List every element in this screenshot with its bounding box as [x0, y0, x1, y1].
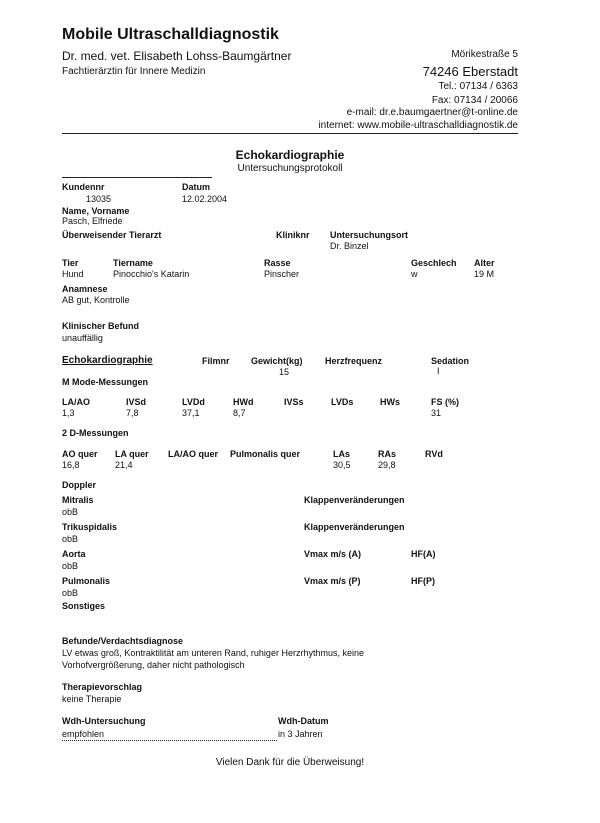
sonstiges-label: Sonstiges — [62, 601, 106, 611]
twod-header-la-quer: LA quer — [115, 449, 149, 459]
mmode-header-ivss: IVSs — [284, 397, 304, 407]
mmode-header-la-ao: LA/AO — [62, 397, 90, 407]
twod-header-pulmonalis-quer: Pulmonalis quer — [230, 449, 301, 459]
aorta-vmax-label: Vmax m/s (A) — [304, 549, 362, 559]
city: 74246 Eberstadt — [422, 64, 518, 79]
pulmonalis-value: obB — [62, 588, 79, 598]
anamnese-value: AB gut, Kontrolle — [62, 295, 130, 305]
datum-value: 12.02.2004 — [182, 194, 228, 204]
kundennr-value: 13035 — [86, 194, 112, 204]
pulmonalis-hf-label: HF(P) — [411, 576, 435, 586]
specialty: Fachtierärztin für Innere Medizin — [62, 66, 206, 77]
website-link[interactable]: internet: www.mobile-ultraschalldiagnostik.de — [318, 120, 518, 131]
trikuspidalis-value: obB — [62, 534, 79, 544]
twod-label: 2 D-Messungen — [62, 428, 129, 438]
mmode-header-lvdd: LVDd — [182, 397, 205, 407]
tiername-value: Pinocchio's Katarin — [113, 269, 190, 279]
twod-value-ao-quer: 16,8 — [62, 460, 80, 470]
twod-header-rvd: RVd — [425, 449, 443, 459]
twod-header-ras: RAs — [378, 449, 397, 459]
practice-title: Mobile Ultraschalldiagnostik — [62, 26, 279, 43]
therapie-label: Therapievorschlag — [62, 682, 143, 692]
wdh-datum-value: in 3 Jahren — [278, 729, 323, 739]
filmnr-label: Filmnr — [202, 356, 230, 366]
mmode-value-ivsd: 7,8 — [126, 408, 139, 418]
mmode-header-hwd: HWd — [233, 397, 254, 407]
document-title: Echokardiographie — [235, 148, 345, 162]
mitralis-value: obB — [62, 507, 79, 517]
diagnose-line-1: LV etwas groß, Kontraktilität am unteren Rand, ruhiger Herzrhythmus, keine — [62, 648, 364, 658]
mmode-header-hws: HWs — [380, 397, 400, 407]
twod-header-ao-quer: AO quer — [62, 449, 98, 459]
twod-value-ras: 29,8 — [378, 460, 396, 470]
sedation-label: Sedation — [431, 356, 470, 366]
rasse-value: Pinscher — [264, 269, 300, 279]
name-value: Pasch, Elfriede — [62, 216, 123, 226]
trikuspidalis-klappen-label: Klappenveränderungen — [304, 522, 405, 532]
herzfrequenz-label: Herzfrequenz — [325, 356, 383, 366]
doppler-label: Doppler — [62, 480, 97, 490]
diagnose-line-2: Vorhofvergrößerung, daher nicht pathologisch — [62, 660, 245, 670]
tiername-label: Tiername — [113, 258, 153, 268]
wdh-rule — [62, 740, 277, 741]
mmode-value-lvdd: 37,1 — [182, 408, 200, 418]
pulmonalis-label: Pulmonalis — [62, 576, 111, 586]
geschlecht-label: Geschlech — [411, 258, 457, 268]
mmode-value-la-ao: 1,3 — [62, 408, 75, 418]
mmode-header-lvds: LVDs — [331, 397, 354, 407]
name-label: Name, Vorname — [62, 206, 130, 216]
twod-header-la-ao-quer: LA/AO quer — [168, 449, 219, 459]
mmode-header-ivsd: IVSd — [126, 397, 147, 407]
untersuchungsort-label: Untersuchungsort — [330, 230, 409, 240]
aorta-hf-label: HF(A) — [411, 549, 436, 559]
tierarzt-label: Überweisender Tierarzt — [62, 230, 162, 240]
gewicht-value: 15 — [279, 367, 290, 377]
mmode-label: M Mode-Messungen — [62, 377, 149, 387]
geschlecht-value: w — [411, 269, 418, 279]
therapie-value: keine Therapie — [62, 694, 122, 704]
pulmonalis-vmax-label: Vmax m/s (P) — [304, 576, 361, 586]
twod-value-la-quer: 21,4 — [115, 460, 133, 470]
befund-label: Klinischer Befund — [62, 321, 140, 331]
alter-value: 19 M — [474, 269, 495, 279]
mitralis-klappen-label: Klappenveränderungen — [304, 495, 405, 505]
doctor-name: Dr. med. vet. Elisabeth Lohss-Baumgärtner — [62, 49, 292, 63]
wdh-value: empfohlen — [62, 729, 105, 739]
title-rule — [62, 177, 212, 178]
footer-thanks: Vielen Dank für die Überweisung! — [215, 757, 365, 768]
mmode-value-fs: 31 — [431, 408, 442, 418]
kundennr-label: Kundennr — [62, 182, 105, 192]
twod-value-las: 30,5 — [333, 460, 351, 470]
sedation-value: I — [437, 366, 440, 376]
header-divider — [62, 133, 518, 134]
echo-section-label: Echokardiographie — [62, 355, 153, 366]
befund-value: unauffällig — [62, 333, 103, 343]
trikuspidalis-label: Trikuspidalis — [62, 522, 118, 532]
mmode-value-hwd: 8,7 — [233, 408, 246, 418]
tier-label: Tier — [62, 258, 79, 268]
untersuchungsort-value: Dr. Binzel — [330, 241, 369, 251]
gewicht-label: Gewicht(kg) — [251, 356, 303, 366]
street: Mörikestraße 5 — [451, 49, 518, 60]
klinik-label: Kliniknr — [276, 230, 310, 240]
diagnose-label: Befunde/Verdachtsdiagnose — [62, 636, 184, 646]
aorta-value: obB — [62, 561, 79, 571]
alter-label: Alter — [474, 258, 495, 268]
email-link[interactable]: e-mail: dr.e.baumgaertner@t-online.de — [346, 107, 518, 118]
telephone: Tel.: 07134 / 6363 — [438, 81, 518, 92]
datum-label: Datum — [182, 182, 211, 192]
rasse-label: Rasse — [264, 258, 291, 268]
wdh-label: Wdh-Untersuchung — [62, 716, 146, 726]
aorta-label: Aorta — [62, 549, 86, 559]
anamnese-label: Anamnese — [62, 284, 108, 294]
tier-value: Hund — [62, 269, 84, 279]
mmode-header-fs: FS (%) — [431, 397, 459, 407]
document-subtitle: Untersuchungsprotokoll — [237, 163, 343, 174]
mitralis-label: Mitralis — [62, 495, 94, 505]
wdh-datum-label: Wdh-Datum — [278, 716, 329, 726]
fax: Fax: 07134 / 20066 — [431, 95, 518, 106]
twod-header-las: LAs — [333, 449, 351, 459]
